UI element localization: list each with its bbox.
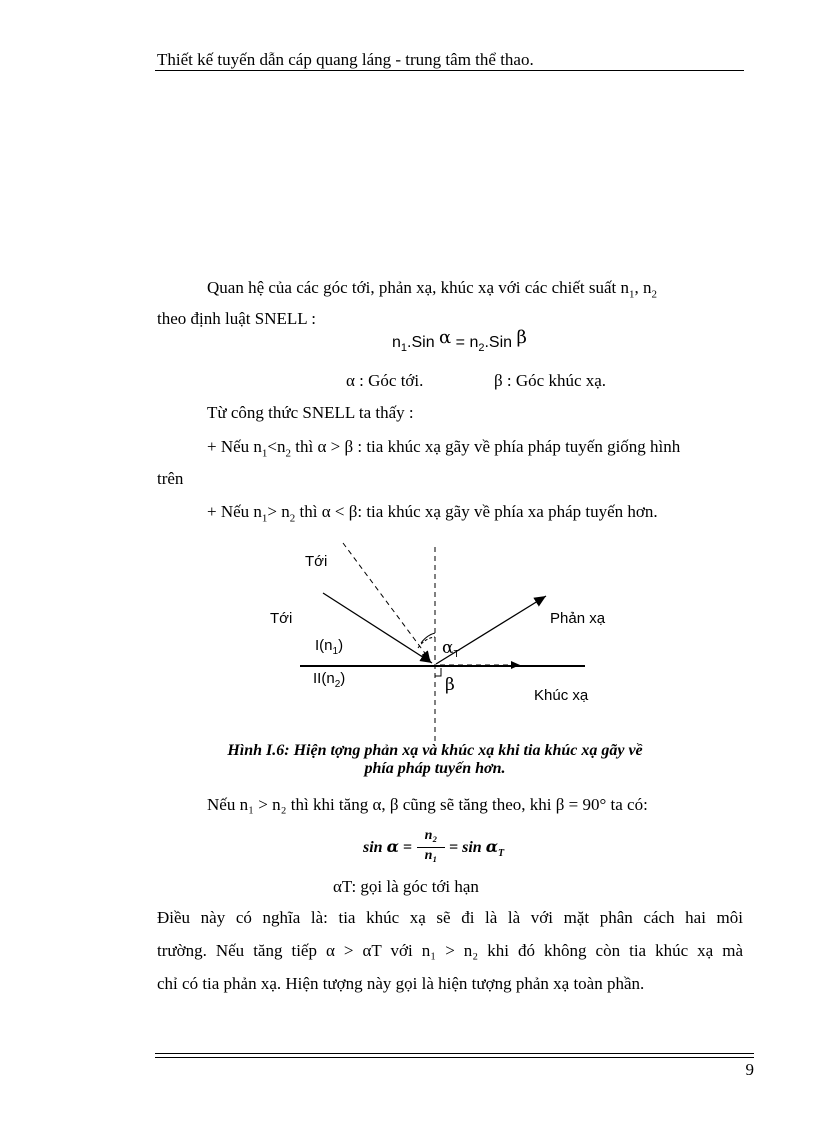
paragraph-total-reflection-2: trường. Nếu tăng tiếp α > αT với n₁ > n₂ khi đó không còn tia khúc xạ mà (157, 941, 743, 960)
footer-rule (155, 1057, 754, 1058)
figure-caption-line1: Hình I.6: Hiện tợng phản xạ và khúc xạ khi tia khúc xạ gãy về (227, 742, 643, 759)
footer-rule (155, 1053, 754, 1054)
page-header-title: Thiết kế tuyến dẫn cáp quang láng - trung tâm thể thao. (157, 50, 534, 69)
medium2-text: II(n (313, 670, 335, 687)
condition-line: Nếu n₁ > n₂ thì khi tăng α, β cũng sẽ tăng theo, khi β = 90° ta có: (207, 795, 648, 814)
subscript: 1 (261, 447, 268, 460)
formula-sin: .Sin (407, 334, 440, 351)
close-paren: ) (338, 637, 344, 654)
figure-caption-line2: phía pháp tuyến hơn. (364, 760, 506, 777)
subscript: 1 (261, 512, 268, 525)
subscript: T (498, 848, 505, 860)
paragraph-total-reflection-1: Điều này có nghĩa là: tia khúc xạ sẽ đi là là với mặt phân cách hai môi (157, 908, 743, 927)
paragraph-snell-intro: Quan hệ của các góc tới, phản xạ, khúc xạ với các chiết suất $n_1$, $n_2$ (207, 278, 658, 301)
subscript: 2 (285, 447, 292, 460)
formula-n: n (392, 334, 401, 351)
beta-symbol: β (445, 675, 455, 695)
label-beta (445, 675, 455, 695)
legend-alpha: α : Góc tới. (346, 371, 424, 390)
close-paren: ) (340, 670, 346, 687)
subscript: 2 (478, 342, 485, 355)
formula-eq: = n (451, 334, 479, 351)
label-alpha-t (442, 638, 460, 660)
formula-sin-word: sin (363, 839, 383, 856)
case2-part: + Nếu n (207, 502, 262, 521)
case1-part: <n (267, 437, 286, 456)
from-snell-text: Từ công thức SNELL ta thấy : (207, 403, 414, 422)
alpha-symbol: α (442, 638, 454, 658)
formula-sin-word: sin (462, 839, 482, 856)
subscript: 2 (651, 288, 658, 301)
subscript: 2 (334, 679, 341, 690)
critical-angle-definition: αT: gọi là góc tới hạn (333, 877, 479, 896)
formula-sin-left: sin α = (363, 837, 413, 856)
subscript: 2 (289, 512, 296, 525)
subscript: 1 (400, 342, 408, 355)
snell-intro-text: Quan hệ của các góc tới, phản xạ, khúc xạ với các chiết suất n (207, 278, 630, 297)
case2-part: > n (267, 502, 290, 521)
legend-beta: β : Góc khúc xạ. (494, 371, 607, 390)
subscript: 1 (332, 646, 339, 657)
case1-part: + Nếu n (207, 437, 262, 456)
subscript: 1 (629, 288, 635, 301)
formula-beta: β (516, 327, 527, 348)
label-medium-2 (313, 670, 345, 690)
critical-angle-formula (363, 828, 505, 868)
angle-arc (418, 637, 435, 648)
formula-sin-right: = $\sin \alpha_T$ (449, 837, 505, 860)
formula-alpha: α (439, 327, 452, 348)
formula-numerator: n₂ (424, 828, 438, 843)
right-angle-mark (435, 668, 441, 676)
formula-alpha-symbol: α (485, 837, 499, 856)
paragraph-total-reflection-3: chỉ có tia phản xạ. Hiện tượng này gọi là hiện tượng phản xạ toàn phần. (157, 974, 645, 993)
label-incident-left: Tới (270, 610, 293, 627)
case1-part: thì α > β : tia khúc xạ gãy về phía pháp tuyến giống hình (291, 437, 681, 456)
label-refracted: Khúc xạ (534, 687, 589, 704)
formula-alpha-symbol: α (386, 837, 399, 856)
label-reflected: Phản xạ (550, 610, 606, 627)
subscript: T (453, 649, 460, 660)
label-medium-1 (315, 637, 343, 657)
snell-intro-line2: theo định luật SNELL : (157, 309, 316, 328)
case2-part: thì α < β: tia khúc xạ gãy về phía xa pháp tuyến hơn. (295, 502, 658, 521)
case1-continuation: trên (157, 469, 184, 488)
label-incident-top: Tới (305, 553, 328, 570)
formula-sin2: .Sin (484, 334, 517, 351)
medium1-text: I(n (315, 637, 333, 654)
formula-denominator: n₁ (424, 848, 438, 863)
page-number: 9 (745, 1060, 754, 1079)
critical-incident-ray (343, 543, 430, 660)
angle-arc-2 (421, 633, 435, 643)
